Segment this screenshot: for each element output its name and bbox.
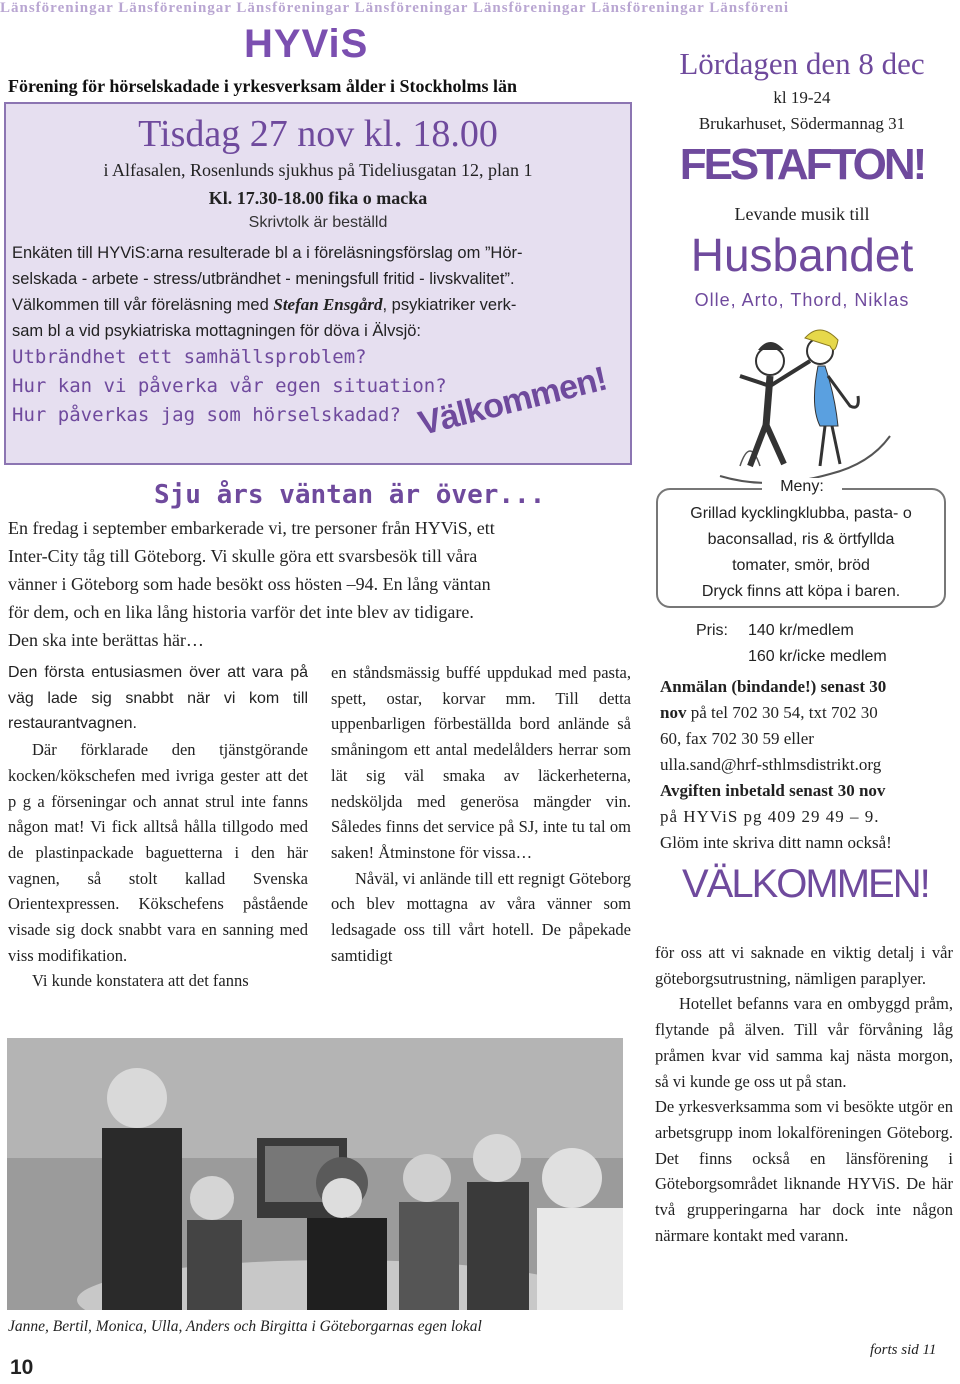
paragraph: för oss att vi saknade en viktig detalj i vår göteborgsutrustning, nämligen paraplyer. [655, 943, 953, 988]
header-banner: Länsföreningar Länsföreningar Länsföreningar Länsföreningar Länsföreningar Länsföreningar Länsföreni [0, 0, 790, 16]
survey-line: Enkäten till HYViS:arna resulterade bl a i föreläsningsförslag om ”Hör- [12, 244, 523, 262]
music-label: Levande musik till [734, 204, 870, 224]
paragraph: Den första entusiasmen över att vara på väg lade sig snabbt när vi kom till restaurantvagnen. [8, 664, 308, 733]
price-label: Pris: [696, 622, 728, 639]
survey-line: selskada - arbete - stress/utbrändhet - meningsfull fritid - livskvalitet”. [12, 270, 515, 288]
menu-items [656, 501, 946, 605]
welcome-line [12, 292, 628, 318]
dancing-couple-illustration [700, 316, 910, 488]
welcome-line-2: sam bl a vid psykiatriska mottagningen för döva i Älvsjö: [12, 322, 422, 340]
photo-caption: Janne, Bertil, Monica, Ulla, Anders och Birgitta i Göteborgarnas egen lokal [8, 1318, 482, 1335]
menu-line: baconsallad, ris & örtfyllda [707, 531, 895, 548]
signup-fax: 60, fax 702 30 59 eller [660, 729, 814, 748]
lead-line: Inter-City tåg till Göteborg. Vi skulle göra ett svarsbesök till våra [8, 546, 478, 566]
event-place: i Alfasalen, Rosenlunds sjukhus på Tideliusgatan 12, plan 1 [103, 160, 533, 180]
article-column-2 [331, 660, 631, 968]
welcome-suffix: , psykiatriker verk- [382, 296, 517, 314]
party-place: Brukarhuset, Södermannag 31 [698, 114, 906, 133]
article-title: Sju års väntan är över... [154, 480, 546, 510]
band-members: Olle, Arto, Thord, Niklas [694, 290, 910, 310]
price-member: 140 kr/medlem [748, 622, 854, 639]
lead-line: Den ska inte berättas här… [8, 630, 204, 650]
price-nonmember: 160 kr/icke medlem [748, 648, 887, 665]
paragraph: De yrkesverksamma som vi besökte utgör en arbetsgrupp inom lokalföreningen Göteborg. Det finns också en länsförening i Göteborgsområdet liknande HYViS. De här två grupperingarna har dock inte någon närmare kontakt med varann. [655, 1097, 953, 1245]
event-survey-text [12, 240, 628, 344]
welcome-stamp: Välkommen! [414, 359, 611, 444]
signup-phones: på tel 702 30 54, txt 702 30 [686, 703, 878, 722]
org-subtitle: Förening för hörselskadade i yrkesverksam ålder i Stockholms län [8, 76, 518, 96]
group-photo [7, 1038, 623, 1310]
fee-account: på HYViS pg 409 29 49 – 9. [660, 807, 880, 826]
article-column-3 [655, 940, 953, 1248]
event-date: Tisdag 27 nov kl. 18.00 [138, 113, 498, 155]
paragraph: en ståndsmässig buffé uppdukad med pasta, spett, ostar, korvar mm. Till detta uppenbarligen förbeställda bord anlände så småningom ett antal medelålders herrar som lät sig väl smaka av läckerheterna, nedsköljda med generösa mängder vin. Således finns det service på SJ, inte tu tal om saken! Åtminstone för vissa… [331, 663, 631, 862]
welcome-prefix: Välkommen till vår föreläsning med [12, 296, 274, 314]
party-time: kl 19-24 [773, 88, 831, 107]
menu-line: Dryck finns att köpa i baren. [701, 583, 901, 600]
org-logo: HYViS [244, 22, 369, 66]
paragraph: Där förklarade den tjänstgörande kocken/kökschefen med ivriga gester att det p g a förseningar och annat strul inte fanns någon mat! Vi fick alltså hålla tillgodo med de plastinpackade baguetterna i den här vagnen, så stolt kallad Svenska Orientexpressen. Kökschefens påstående visade sig dock snabbt vara en sanning med viss modifikation. [8, 740, 308, 965]
paragraph: Nåväl, vi anlände till ett regnigt Göteborg och blev mottagna av våra vänner som ledsagade oss till vårt hotell. De påpekade samtidigt [331, 868, 631, 965]
paragraph: Hotellet befanns vara en ombyggd pråm, flytande på älven. Till vår förvåning låg pråmen kvar vid samma kaj nästa morgon, så vi kunde ge oss ut på stan. [655, 994, 953, 1091]
party-date: Lördagen den 8 dec [679, 46, 925, 81]
question-item: Hur påverkas jag som hörselskadad? [12, 404, 401, 426]
band-name: Husbandet [690, 229, 914, 281]
menu-line: tomater, smör, bröd [732, 557, 870, 574]
paragraph: Vi kunde konstatera att det fanns [32, 971, 249, 991]
lecture-questions [12, 343, 447, 430]
name-reminder: Glöm inte skriva ditt namn också! [660, 833, 892, 852]
lead-line: för dem, och en lika lång historia varför det inte blev av tidigare. [8, 602, 474, 622]
signup-email: ulla.sand@hrf-sthlmsdistrikt.org [660, 755, 882, 774]
signup-info [660, 674, 950, 856]
menu-line: Grillad kycklingklubba, pasta- o [690, 505, 912, 522]
event-interpreter: Skrivtolk är beställd [248, 214, 388, 231]
menu-label: Meny: [762, 478, 842, 496]
party-headline: FESTAFTON! [679, 140, 925, 189]
event-fika: Kl. 17.30-18.00 fika o macka [208, 188, 428, 208]
lead-line: vänner i Göteborg som hade besökt oss hösten –94. En lång väntan [8, 574, 491, 594]
question-item: Utbrändhet ett samhällsproblem? [12, 346, 367, 368]
page-number: 10 [10, 1356, 34, 1379]
lead-line: En fredag i september embarkerade vi, tre personer från HYViS, ett [8, 518, 495, 538]
fee-deadline: Avgiften inbetald senast 30 nov [660, 781, 886, 800]
signup-bold: Anmälan (bindande!) senast 30 [660, 677, 887, 696]
article-column-1 [8, 660, 308, 994]
signup-bold-2: nov [660, 703, 687, 722]
question-item: Hur kan vi påverka vår egen situation? [12, 375, 447, 397]
article-lead [8, 514, 632, 654]
party-welcome: VÄLKOMMEN! [682, 862, 929, 906]
speaker-name: Stefan Ensgård [273, 295, 383, 314]
continued-note: forts sid 11 [870, 1342, 937, 1358]
